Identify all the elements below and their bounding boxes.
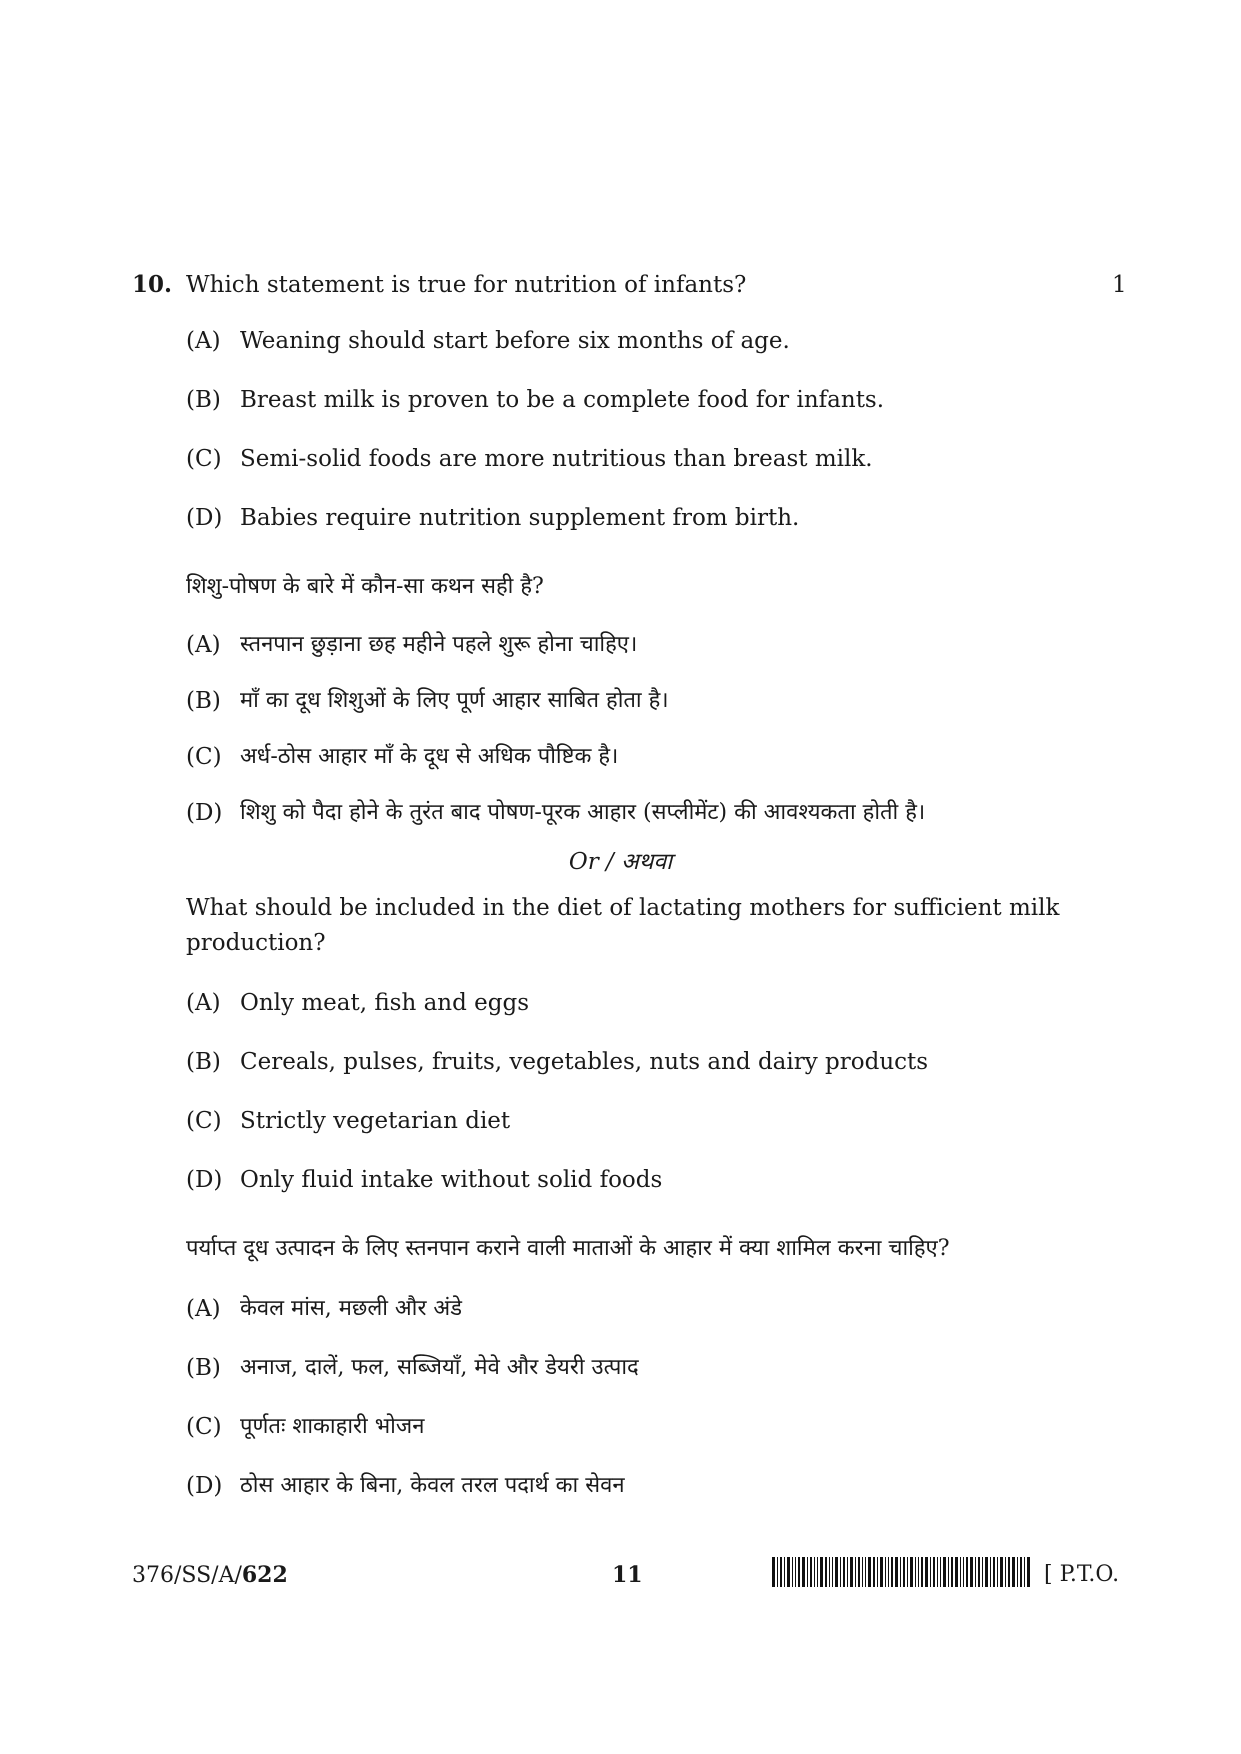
question-marks: 1 xyxy=(1112,272,1127,298)
paper-code xyxy=(132,1560,288,1591)
option-label: (B) xyxy=(186,387,221,413)
or-separator: Or / अथवा xyxy=(568,849,673,875)
option-label: (D) xyxy=(186,1473,223,1499)
option-text: माँ का दूध शिशुओं के लिए पूर्ण आहार साबित होता है। xyxy=(240,688,669,713)
option-text: Breast milk is proven to be a complete food for infants. xyxy=(240,387,885,413)
option-text: अनाज, दालें, फल, सब्जियाँ, मेवे और डेयरी उत्पाद xyxy=(240,1355,639,1380)
option-text: शिशु को पैदा होने के तुरंत बाद पोषण-पूरक आहार (सप्लीमेंट) की आवश्यकता होती है। xyxy=(240,800,926,825)
option-text: Only fluid intake without solid foods xyxy=(240,1167,663,1193)
option-label: (C) xyxy=(186,1108,222,1134)
option-label: (D) xyxy=(186,1167,223,1193)
option-label: (C) xyxy=(186,744,222,770)
option-label: (B) xyxy=(186,1049,221,1075)
option-text: Semi-solid foods are more nutritious than breast milk. xyxy=(240,446,873,472)
question-stem-hindi: शिशु-पोषण के बारे में कौन-सा कथन सही है? xyxy=(186,574,544,599)
option-label: (B) xyxy=(186,688,221,714)
option-label: (A) xyxy=(186,1296,221,1322)
option-text: Only meat, fish and eggs xyxy=(240,990,530,1016)
option-text: ठोस आहार के बिना, केवल तरल पदार्थ का सेवन xyxy=(240,1473,625,1498)
option-label: (C) xyxy=(186,1414,222,1440)
question-stem-english: Which statement is true for nutrition of infants? xyxy=(186,272,747,298)
option-label: (B) xyxy=(186,1355,221,1381)
option-label: (A) xyxy=(186,990,221,1016)
paper-code-number: 622 xyxy=(241,1562,288,1588)
alt-stem-english-line2: production? xyxy=(186,930,326,956)
option-label: (C) xyxy=(186,446,222,472)
page-number: 11 xyxy=(612,1562,643,1588)
option-text: Cereals, pulses, fruits, vegetables, nuts and dairy products xyxy=(240,1049,929,1075)
option-text: केवल मांस, मछली और अंडे xyxy=(240,1296,463,1321)
option-label: (D) xyxy=(186,505,223,531)
barcode xyxy=(772,1557,1030,1587)
option-label: (A) xyxy=(186,632,221,658)
alt-stem-english-line1: What should be included in the diet of lactating mothers for sufficient milk xyxy=(186,895,1060,921)
option-label: (A) xyxy=(186,328,221,354)
option-text: Strictly vegetarian diet xyxy=(240,1108,511,1134)
option-label: (D) xyxy=(186,800,223,826)
alt-stem-hindi: पर्याप्त दूध उत्पादन के लिए स्तनपान कराने वाली माताओं के आहार में क्या शामिल करना चाहिए? xyxy=(186,1236,950,1261)
option-text: पूर्णतः शाकाहारी भोजन xyxy=(240,1414,425,1439)
option-text: स्तनपान छुड़ाना छह महीने पहले शुरू होना चाहिए। xyxy=(240,632,638,657)
option-text: Babies require nutrition supplement from birth. xyxy=(240,505,800,531)
pto-label: [ P.T.O. xyxy=(1044,1562,1120,1587)
option-text: Weaning should start before six months of age. xyxy=(240,328,790,354)
question-number: 10. xyxy=(132,271,173,298)
option-text: अर्ध-ठोस आहार माँ के दूध से अधिक पौष्टिक है। xyxy=(240,744,619,769)
paper-code-prefix: 376/SS/A/ xyxy=(132,1563,242,1588)
